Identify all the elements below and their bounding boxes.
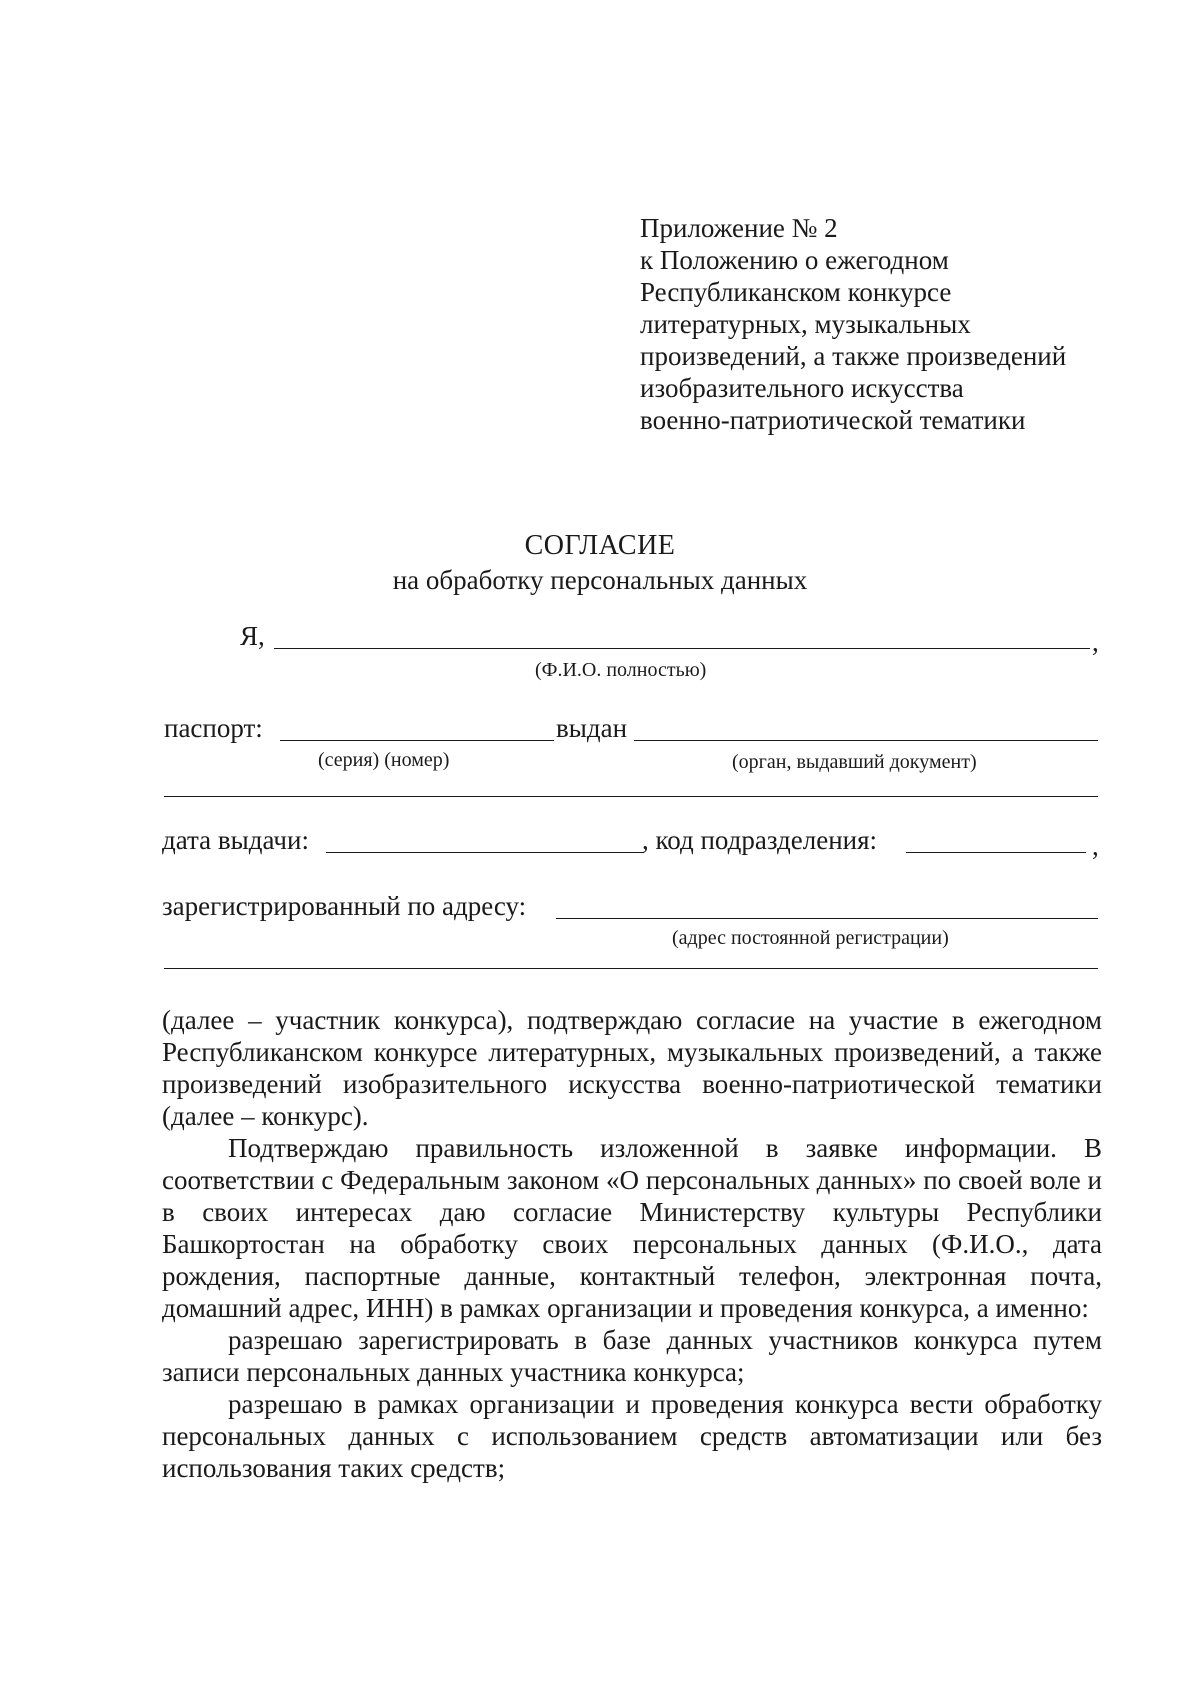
passport-underline[interactable]: [280, 740, 554, 741]
appendix-line: литературных, музыкальных: [640, 309, 971, 339]
consent-paragraph: Подтверждаю правильность изложенной в заявке информации. В соответствии с Федеральным законом «О персональных данных» по своей воле и в своих интересах даю согласие Министерству культуры Республики Башкортостан на обработку своих персональных данных (Ф.И.О., дата рождения, паспортные данные, контактный телефон, электронная почта, домашний адрес, ИНН) в рамках организации и проведения конкурса, а именно:: [162, 1133, 1102, 1323]
appendix-line: Приложение № 2: [640, 213, 838, 243]
appendix-line: произведений, а также произведений: [640, 341, 1067, 371]
permission-processing-paragraph: разрешаю в рамках организации и проведения конкурса вести обработку персональных данных с использованием средств автоматизации или без использования таких средств;: [162, 1389, 1102, 1483]
issued-continuation-underline[interactable]: [164, 796, 1098, 797]
appendix-block: [640, 212, 1120, 436]
issue-date-underline[interactable]: [326, 852, 644, 853]
permission-register-paragraph: разрешаю зарегистрировать в базе данных участников конкурса путем записи персональных данных участника конкурса;: [162, 1325, 1102, 1387]
document-title: СОГЛАСИЕ: [524, 530, 676, 561]
appendix-line: Республиканском конкурсе: [640, 277, 952, 307]
passport-hint: (серия) (номер): [318, 749, 450, 771]
address-hint: (адрес постоянной регистрации): [672, 927, 949, 949]
division-code-underline[interactable]: [906, 852, 1086, 853]
name-suffix: ,: [1092, 627, 1099, 657]
address-label: зарегистрированный по адресу:: [162, 891, 527, 921]
issued-hint: (орган, выдавший документ): [732, 751, 977, 773]
name-prefix: Я,: [240, 621, 265, 651]
name-hint: (Ф.И.О. полностью): [535, 659, 707, 681]
address-underline[interactable]: [556, 918, 1098, 919]
document-subtitle: на обработку персональных данных: [392, 565, 808, 595]
issued-underline[interactable]: [634, 740, 1098, 741]
address-continuation-underline[interactable]: [164, 968, 1098, 969]
passport-label: паспорт:: [164, 713, 263, 743]
appendix-line: к Положению о ежегодном: [640, 245, 949, 275]
issue-date-label: дата выдачи:: [162, 825, 309, 855]
body-text: [162, 1004, 1102, 1484]
appendix-line: изобразительного искусства: [640, 373, 964, 403]
issued-label: выдан: [556, 713, 628, 743]
appendix-line: военно-патриотической тематики: [640, 405, 1026, 435]
division-code-suffix: ,: [1092, 831, 1099, 861]
name-underline[interactable]: [274, 648, 1090, 649]
division-code-label: , код подразделения:: [642, 825, 878, 855]
participant-paragraph: (далее – участник конкурса), подтверждаю согласие на участие в ежегодном Республиканском конкурсе литературных, музыкальных произведений, а также произведений изобразительного искусства военно-патриотической тематики (далее – конкурс).: [162, 1005, 1102, 1131]
